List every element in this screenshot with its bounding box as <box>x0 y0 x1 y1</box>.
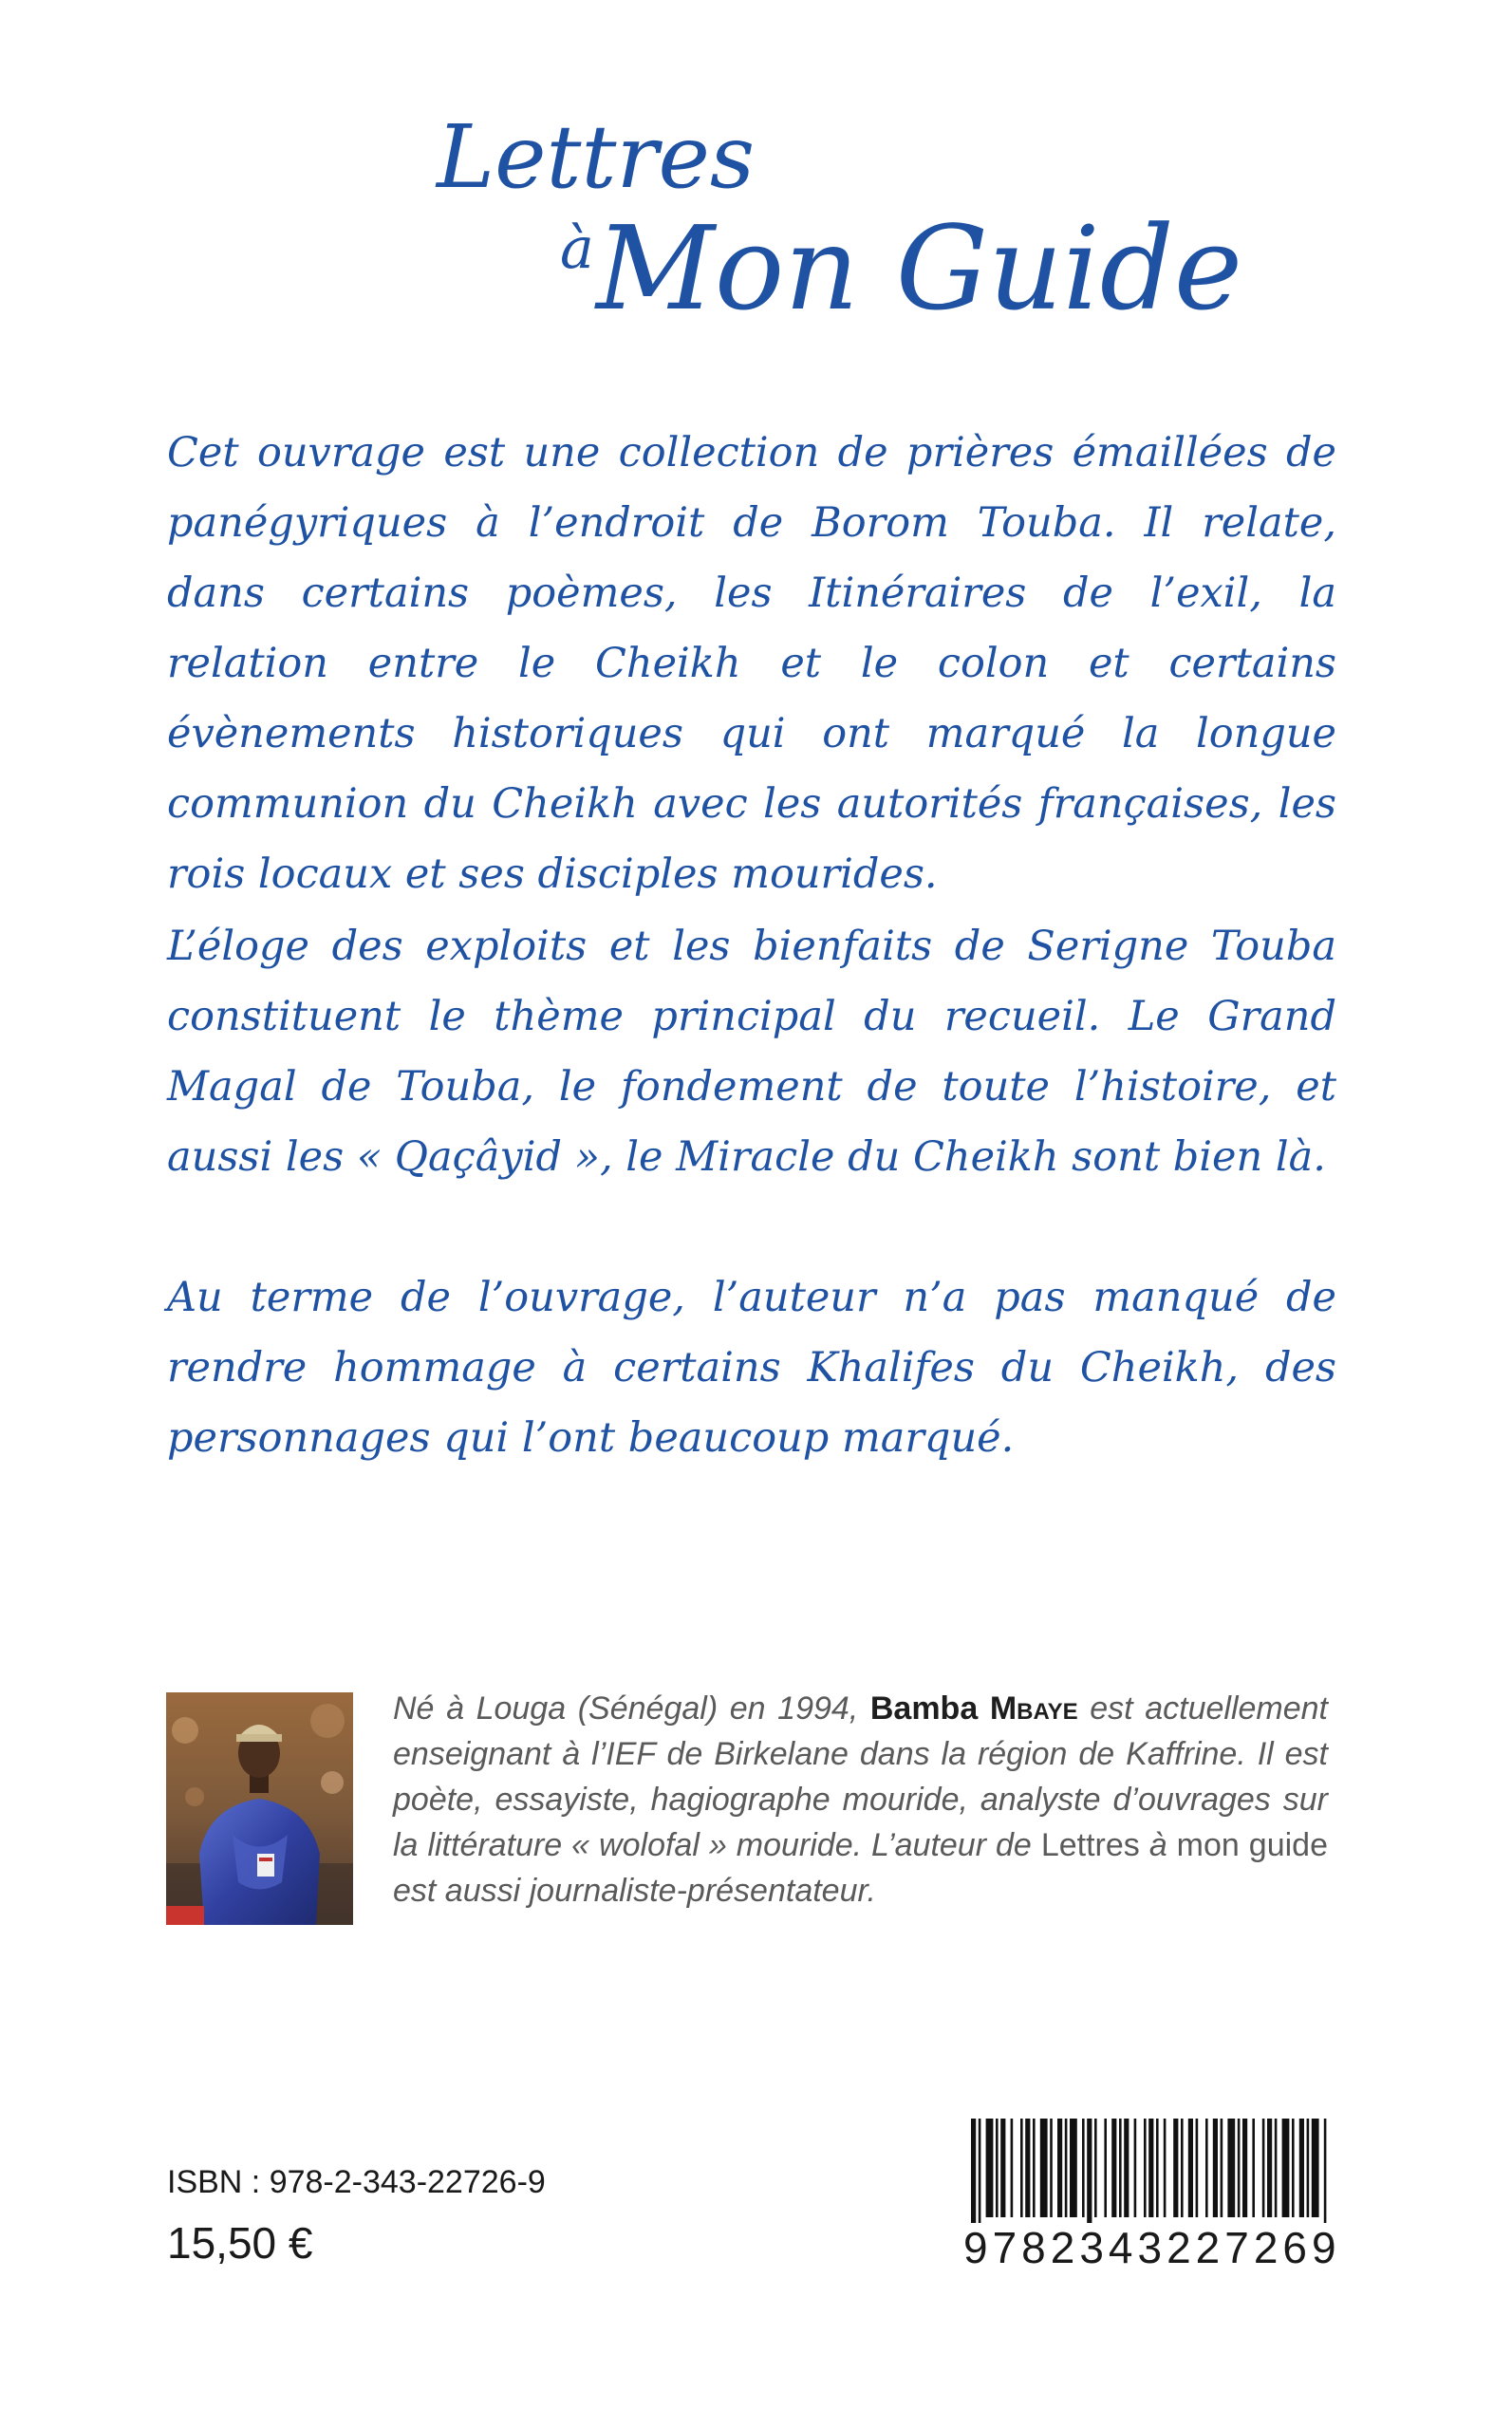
isbn-text: ISBN : 978-2-343-22726-9 <box>167 2164 546 2200</box>
barcode-bar <box>1057 2119 1062 2217</box>
author-bio-part-2: est actuellement enseignant à l’IEF de Birkelane dans la région de Kaffrine. Il est poète, essayiste, hagiographe mouride, analyste d’ouvrages sur la littérature « wolofal » mouride. L’auteur de <box>393 1690 1328 1863</box>
barcode-bar <box>1020 2119 1023 2217</box>
barcode-bar <box>1227 2119 1235 2217</box>
barcode-bar <box>1267 2119 1272 2217</box>
barcode-bar <box>1262 2119 1265 2217</box>
summary-paragraph-1: Cet ouvrage est une collection de prières émaillées de panégyriques à l’endroit de Borom Touba. Il relate, dans certains poèmes, les Itinéraires de l’exil, la relation entre le Cheikh et le colon et certains évènements historiques qui ont marqué la longue communion du Cheikh avec les autorités françaises, les rois locaux et ses disciples mourides. <box>167 429 1336 898</box>
title-line-1: Lettres <box>437 106 756 208</box>
author-surname: Mbaye <box>989 1690 1078 1727</box>
barcode-bar <box>1134 2119 1137 2217</box>
barcode-bar <box>1324 2119 1327 2223</box>
author-bio-part-1: Né à Louga (Sénégal) en 1994, <box>393 1690 870 1727</box>
title-line-2: Mon Guide <box>596 201 1243 336</box>
barcode-bar <box>1221 2119 1223 2217</box>
barcode-bar <box>1188 2119 1193 2217</box>
barcode-bar <box>1282 2119 1290 2217</box>
barcode-bar <box>1205 2119 1208 2217</box>
barcode-bar <box>1033 2119 1036 2217</box>
barcode-bar <box>1119 2119 1122 2217</box>
title-connector: à <box>560 215 594 282</box>
barcode-bar <box>996 2119 999 2217</box>
barcode-bar <box>1242 2119 1247 2217</box>
barcode-bar <box>1111 2119 1116 2217</box>
summary-paragraph-2: L’éloge des exploits et les bienfaits de Serigne Touba constituent le thème principal du recueil. Le Grand Magal de Touba, le fondement de toute l’histoire, et aussi les « Qaçâyid », le Miracle du Cheikh sont bien là. <box>167 923 1336 1181</box>
barcode-bar <box>1173 2119 1178 2217</box>
barcode-bar <box>1104 2119 1107 2217</box>
barcode-bar <box>1050 2119 1053 2217</box>
barcode-bar <box>1196 2119 1199 2217</box>
barcode-bar <box>1312 2119 1319 2217</box>
barcode-bar <box>1156 2119 1159 2217</box>
barcode-bar <box>1148 2119 1153 2217</box>
barcode-bar <box>1299 2119 1304 2217</box>
price-text: 15,50 € <box>167 2218 313 2268</box>
summary-paragraph-3: Au terme de l’ouvrage, l’auteur n’a pas manqué de rendre hommage à certains Khalifes du Cheikh, des personnages qui l’ont beaucoup marqué. <box>167 1274 1336 1462</box>
barcode-bar <box>971 2119 976 2223</box>
barcode-bar <box>1181 2119 1184 2217</box>
barcode-bar <box>1275 2119 1278 2217</box>
barcode-bar <box>1252 2119 1255 2217</box>
book-title-part-1: Lettres <box>1040 1827 1140 1863</box>
barcode-bar <box>1144 2119 1147 2217</box>
barcode-bar <box>1040 2119 1048 2217</box>
barcode-digits: 9782343227269 <box>963 2223 1341 2272</box>
barcode-bar <box>1065 2119 1068 2217</box>
barcode-bar <box>1238 2119 1241 2217</box>
barcode-bars <box>963 2119 1334 2223</box>
author-bio <box>393 1686 1328 1914</box>
barcode-bar <box>1213 2119 1218 2217</box>
barcode-bar <box>1070 2119 1077 2217</box>
barcode-bar <box>1082 2119 1085 2217</box>
barcode-bar <box>986 2119 994 2217</box>
barcode-bar <box>979 2119 981 2223</box>
barcode-bar <box>1164 2119 1167 2217</box>
barcode-bar <box>1087 2119 1092 2223</box>
author-bio-part-3: à <box>1139 1827 1177 1863</box>
author-photo <box>166 1692 353 1925</box>
barcode-bar <box>1292 2119 1295 2217</box>
book-title-part-2: mon guide <box>1176 1827 1328 1863</box>
barcode-bar <box>1124 2119 1129 2217</box>
barcode-bar <box>1307 2119 1310 2217</box>
barcode-bar <box>1011 2119 1014 2217</box>
barcode-bar <box>1025 2119 1030 2217</box>
author-portrait-image <box>166 1692 353 1925</box>
barcode-bar <box>1000 2119 1005 2217</box>
author-first-name: Bamba <box>869 1690 979 1727</box>
barcode-bar <box>1094 2119 1097 2217</box>
author-bio-part-4: est aussi journaliste-présentateur. <box>393 1873 877 1909</box>
